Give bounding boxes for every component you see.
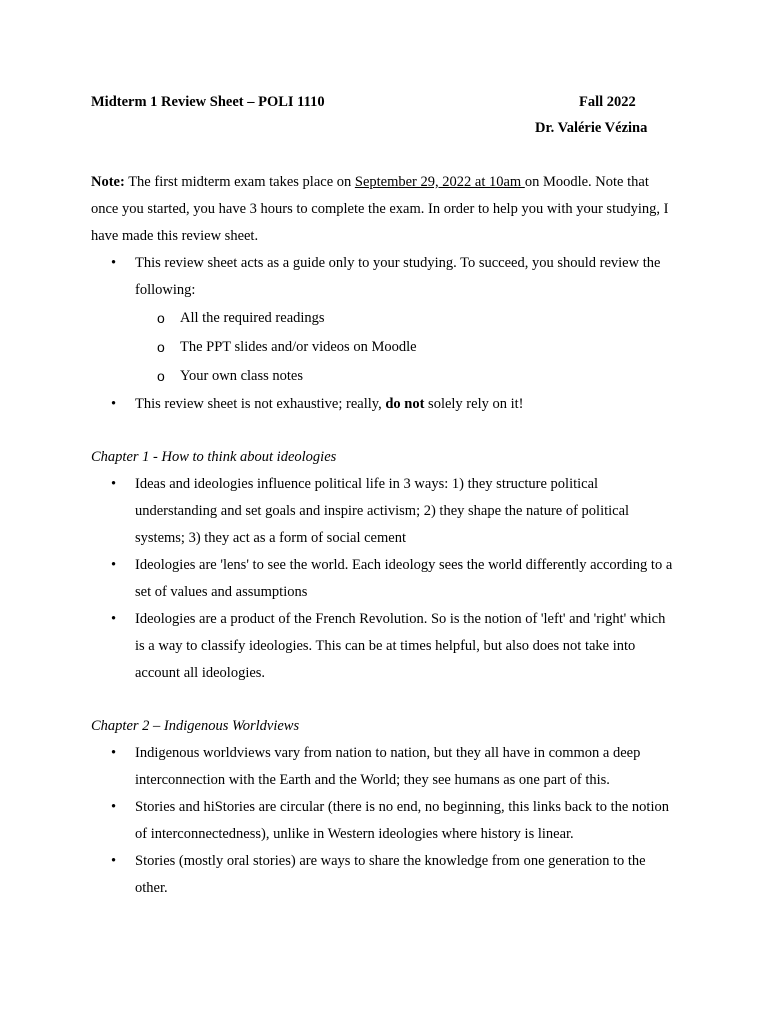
bullet-icon: • [111, 255, 117, 271]
intro-bullet-text: This review sheet acts as a guide only to your studying. To succeed, you should review the following: [135, 255, 661, 298]
circle-bullet-icon: o [157, 310, 165, 326]
chapter-1-item-text: Ideologies are a product of the French Revolution. So is the notion of 'left' and 'right' which is a way to classify ideologies. This can be at times helpful, but also does not take into account all ideologies. [135, 611, 666, 681]
disclaimer-before: This review sheet is not exhaustive; really, [135, 396, 386, 412]
sub-item-text: The PPT slides and/or videos on Moodle [180, 339, 417, 355]
instructor-name: Dr. Valérie Vézina [535, 120, 648, 136]
list-item [111, 740, 676, 794]
list-item [111, 606, 676, 687]
term-label: Fall 2022 [579, 94, 636, 110]
document-body [91, 169, 676, 902]
chapter-2-item-text: Indigenous worldviews vary from nation to nation, but they all have in common a deep interconnection with the Earth and the World; they see humans as one part of this. [135, 745, 641, 788]
list-item [111, 848, 676, 902]
disclaimer-after: solely rely on it! [424, 396, 524, 412]
chapter-2-list [91, 740, 676, 902]
chapter-2-item-text: Stories (mostly oral stories) are ways to share the knowledge from one generation to the other. [135, 853, 646, 896]
bullet-icon: • [111, 396, 117, 412]
note-text-after: on Moodle. Note that once you started, you have 3 hours to complete the exam. In order to help you with your studying, I have made this review sheet. [91, 174, 669, 244]
list-item [111, 471, 676, 552]
bullet-icon: • [111, 745, 117, 761]
review-sub-list [135, 304, 676, 391]
chapter-2-item-text: Stories and hiStories are circular (there is no end, no beginning, this links back to the notion of interconnectedness), unlike in Western ideologies where history is linear. [135, 799, 669, 842]
sub-list-item [157, 333, 676, 362]
document-header [91, 89, 671, 116]
circle-bullet-icon: o [157, 368, 165, 384]
chapter-1-list [91, 471, 676, 687]
disclaimer-emphasis: do not [385, 396, 425, 412]
note-label: Note: [91, 174, 125, 190]
sub-list-item [157, 304, 676, 333]
exam-date: September 29, 2022 at 10am [354, 174, 525, 190]
note-text-before: The first midterm exam takes place on [124, 174, 355, 190]
list-item [111, 794, 676, 848]
bullet-icon: • [111, 557, 117, 573]
list-item [111, 391, 676, 418]
sub-item-text: All the required readings [180, 310, 325, 326]
note-paragraph [91, 169, 676, 250]
chapter-1-item-text: Ideas and ideologies influence political life in 3 ways: 1) they structure political understanding and set goals and inspire activism; 2) they shape the nature of political systems; 3) they act as a form of social cement [135, 476, 630, 546]
chapter-1-item-text: Ideologies are 'lens' to see the world. Each ideology sees the world differently according to a set of values and assumptions [135, 557, 673, 600]
sub-item-text: Your own class notes [180, 368, 303, 384]
bullet-icon: • [111, 476, 117, 492]
sub-list-item [157, 362, 676, 391]
list-item [111, 250, 676, 391]
list-item [111, 552, 676, 606]
bullet-icon: • [111, 611, 117, 627]
bullet-icon: • [111, 853, 117, 869]
circle-bullet-icon: o [157, 339, 165, 355]
document-title: Midterm 1 Review Sheet – POLI 1110 [91, 94, 325, 110]
chapter-2-heading: Chapter 2 – Indigenous Worldviews [91, 718, 300, 734]
chapter-1-heading: Chapter 1 - How to think about ideologies [91, 449, 337, 465]
bullet-icon: • [111, 799, 117, 815]
intro-bullet-list [91, 250, 676, 418]
